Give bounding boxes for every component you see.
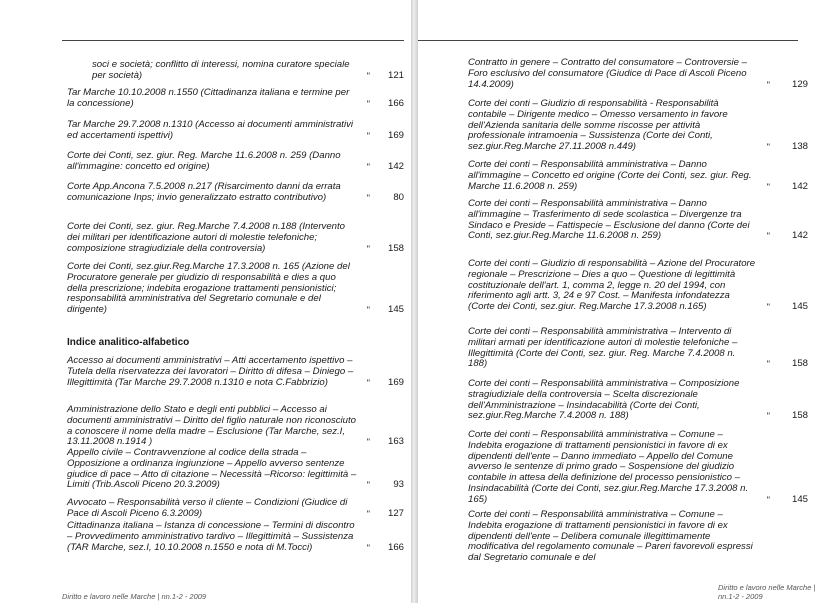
right-page bbox=[418, 0, 829, 603]
entry-text: Corte dei conti – Responsabilità amministrativa – Comune – Indebita erogazione di trattamenti pensionistici in favore di ex dipendenti dell'ente – Delibera comunale illegittimamente modificativa del regolamento comunale – Pareri favorevoli espressi dal Segretario comunale e del bbox=[468, 509, 753, 564]
entry-text: Corte App.Ancona 7.5.2008 n.217 (Risarcimento danni da errata comunicazione Inps; invio generalizzato estratto contributivo) bbox=[67, 181, 341, 203]
index-entry bbox=[67, 356, 404, 388]
entry-text: Corte dei conti – Responsabilità amministrativa – Composizione stragiudiziale della controversia – Scelta discrezionale dell'Amministrazione – Insindacabilità (Corte dei Conti, sez.giur.Reg.Marche 7.4.2008 n. 188) bbox=[468, 378, 740, 422]
entry-text: Corte dei conti – Giudizio di responsabilità – Azione del Procuratore regionale – Prescrizione – Dies a quo – Questione di legittimità costituzionale dell'art. 1, comma 2, legge n. 20 del 1994, con riferimento agli artt. 3, 24 e 97 Cost. – Manifesta infondatezza (Corte dei Conti, sez.giur. Reg.Marche 17.3.2008 n.165) bbox=[468, 258, 756, 313]
entry-text: Corte dei conti – Responsabilità amministrativa – Danno all'immagine – Trasferimento di sede scolastica – Divergenze tra Sindaco e Preside – Fattispecie – Esclusione del danno (Corte dei Conti, sez.giur.Reg.Marche 11.6.2008 n. 259) bbox=[468, 198, 750, 242]
index-entry bbox=[67, 498, 404, 520]
ditto-mark: " bbox=[766, 494, 770, 505]
index-entry bbox=[468, 99, 808, 153]
index-entry bbox=[67, 222, 404, 254]
index-entry bbox=[67, 182, 404, 204]
ditto-mark: " bbox=[766, 79, 770, 90]
ditto-mark: " bbox=[366, 508, 370, 519]
index-entry bbox=[468, 160, 808, 192]
ditto-mark: " bbox=[766, 359, 770, 370]
page-number: 158 bbox=[791, 358, 808, 370]
page-number: 121 bbox=[387, 69, 404, 81]
section-title: Indice analitico-alfabetico bbox=[67, 337, 190, 348]
index-entry bbox=[468, 379, 808, 422]
entry-text: Tar Marche 29.7.2008 n.1310 (Accesso ai documenti amministrativi ed accertamenti ispettivi) bbox=[67, 119, 353, 141]
entry-text: Accesso ai documenti amministrativi – Atti accertamento ispettivo – Tutela della riservatezza dei lavoratori – Diritto di difesa – Diniego – Illegittimità (Tar Marche 29.7.2008 n.1310 e nota C.Fabbrizio) bbox=[67, 355, 354, 388]
index-entry bbox=[468, 327, 808, 370]
index-entry bbox=[468, 58, 808, 90]
page-number: 93 bbox=[393, 479, 404, 491]
index-entry bbox=[67, 120, 404, 142]
entry-text: Tar Marche 10.10.2008 n.1550 (Cittadinanza italiana e termine per la concessione) bbox=[67, 87, 350, 109]
ditto-mark: " bbox=[766, 411, 770, 422]
left-page bbox=[0, 0, 411, 603]
ditto-mark: " bbox=[366, 192, 370, 203]
page-number: 142 bbox=[791, 180, 808, 192]
entry-text: Corte dei Conti, sez. giur. Reg. Marche 11.6.2008 n. 259 (Danno all'immagine: concetto ed origine) bbox=[67, 150, 341, 172]
entry-text: Amministrazione dello Stato e degli enti pubblici – Accesso ai documenti amministrativi – Diritto del figlio naturale non riconosciuto a conoscere il nome della madre – Esclusione (Tar Marche, sez.I, 13.11.2008 n.1914 ) bbox=[67, 404, 357, 448]
ditto-mark: " bbox=[766, 142, 770, 153]
entry-text: Contratto in genere – Contratto del consumatore – Controversie – Foro esclusivo del consumatore (Giudice di Pace di Ascoli Piceno 14.4.2009) bbox=[468, 57, 747, 90]
index-entry bbox=[67, 88, 404, 110]
page-number: 169 bbox=[387, 129, 404, 141]
entry-text: soci e società; conflitto di interessi, nomina curatore speciale per società) bbox=[92, 59, 350, 81]
page-footer: Diritto e lavoro nelle Marche | nn.1-2 - 2009 bbox=[718, 583, 816, 601]
entry-text: Corte dei conti – Responsabilità amministrativa – Comune – Indebita erogazione di trattamenti pensionistici in favore di ex dipendenti dell'ente – Danno immediato – Appello del Comune avverso le sentenze di primo grado – Sospensione del giudizio contabile in attesa della definizione del processo pensionistico – Insindacabilità (Corte dei Conti, sez.giur.Reg.Marche 17.3.2008 n. 165) bbox=[468, 429, 749, 505]
entry-text: Corte dei conti – Responsabilità amministrativa – Intervento di militari armati per identificazione autori di molestie telefoniche – Illegittimità (Corte dei Conti, sez. giur. Reg. Marche 7.4.2008 n. 188) bbox=[468, 326, 738, 370]
page-footer: Diritto e lavoro nelle Marche | nn.1-2 - 2009 bbox=[62, 592, 207, 601]
page-number: 145 bbox=[791, 301, 808, 313]
index-entry bbox=[67, 262, 404, 316]
index-entry bbox=[92, 60, 404, 82]
entry-text: Appello civile – Contravvenzione al codice della strada – Opposizione a ordinanza ingiunzione – Appello avverso sentenze giudice di pace – Atto di citazione – Necessità –Ricorso: legittimità – Limiti (Trib.Ascoli Piceno 20.3.2009) bbox=[67, 447, 357, 491]
entry-text: Corte dei conti – Giudizio di responsabilità - Responsabilità contabile – Dirigente medico – Omesso versamento in favore dell'Azienda sanitaria delle somme riscosse per attività professionale intramoenia – Sussistenza (Corte dei Conti, sez.giur.Reg.Marche 27.11.2008 n.449) bbox=[468, 98, 728, 153]
page-number: 158 bbox=[387, 242, 404, 254]
index-entry bbox=[468, 199, 808, 242]
page-number: 80 bbox=[393, 191, 404, 203]
entry-text: Corte dei Conti, sez.giur.Reg.Marche 17.3.2008 n. 165 (Azione del Procuratore generale per giudizio di responsabilità e dies a quo della prescrizione; indebita erogazione trattamenti pensionistici; responsabilità amministrativa del Segretario comunale e del dirigente) bbox=[67, 261, 350, 316]
ditto-mark: " bbox=[366, 480, 370, 491]
page-number: 129 bbox=[791, 78, 808, 90]
top-rule bbox=[418, 40, 798, 41]
index-entry bbox=[67, 448, 404, 491]
page-number: 127 bbox=[387, 507, 404, 519]
page-number: 163 bbox=[387, 436, 404, 448]
ditto-mark: " bbox=[366, 542, 370, 553]
entry-text: Cittadinanza italiana – Istanza di concessione – Termini di discontro – Provvedimento amministrativo tardivo – Illegittimità – Sussistenza (TAR Marche, sez.I, 10.10.2008 n.1550 e nota di M.Tocci) bbox=[67, 520, 355, 553]
index-entry bbox=[468, 430, 808, 506]
index-entry bbox=[67, 151, 404, 173]
page-number: 138 bbox=[791, 141, 808, 153]
index-entry bbox=[468, 259, 808, 313]
page-number: 142 bbox=[791, 230, 808, 242]
ditto-mark: " bbox=[766, 231, 770, 242]
page-number: 145 bbox=[791, 493, 808, 505]
entry-text: Corte dei Conti, sez. giur. Reg.Marche 7.4.2008 n.188 (Intervento dei militari per identificazione autori di molestie telefoniche; composizione stragiudiziale della controversia) bbox=[67, 221, 346, 254]
ditto-mark: " bbox=[766, 302, 770, 313]
index-entry bbox=[468, 510, 808, 564]
book-gutter bbox=[411, 0, 418, 603]
page-number: 169 bbox=[387, 376, 404, 388]
top-rule bbox=[62, 40, 404, 41]
entry-text: Avvocato – Responsabilità verso il cliente – Condizioni (Giudice di Pace di Ascoli Piceno 6.3.2009) bbox=[67, 497, 348, 519]
ditto-mark: " bbox=[766, 181, 770, 192]
page-number: 145 bbox=[387, 304, 404, 316]
page-number: 166 bbox=[387, 541, 404, 553]
ditto-mark: " bbox=[366, 305, 370, 316]
ditto-mark: " bbox=[366, 98, 370, 109]
ditto-mark: " bbox=[366, 377, 370, 388]
ditto-mark: " bbox=[366, 70, 370, 81]
index-entry bbox=[67, 521, 404, 553]
ditto-mark: " bbox=[366, 437, 370, 448]
page-number: 142 bbox=[387, 160, 404, 172]
index-entry bbox=[67, 405, 404, 448]
page-number: 158 bbox=[791, 410, 808, 422]
ditto-mark: " bbox=[366, 130, 370, 141]
entry-text: Corte dei conti – Responsabilità amministrativa – Danno all'immagine – Concetto ed origine (Corte dei Conti, sez. giur. Reg. Marche 11.6.2008 n. 259) bbox=[468, 159, 752, 192]
ditto-mark: " bbox=[366, 161, 370, 172]
page-number: 166 bbox=[387, 97, 404, 109]
ditto-mark: " bbox=[366, 243, 370, 254]
